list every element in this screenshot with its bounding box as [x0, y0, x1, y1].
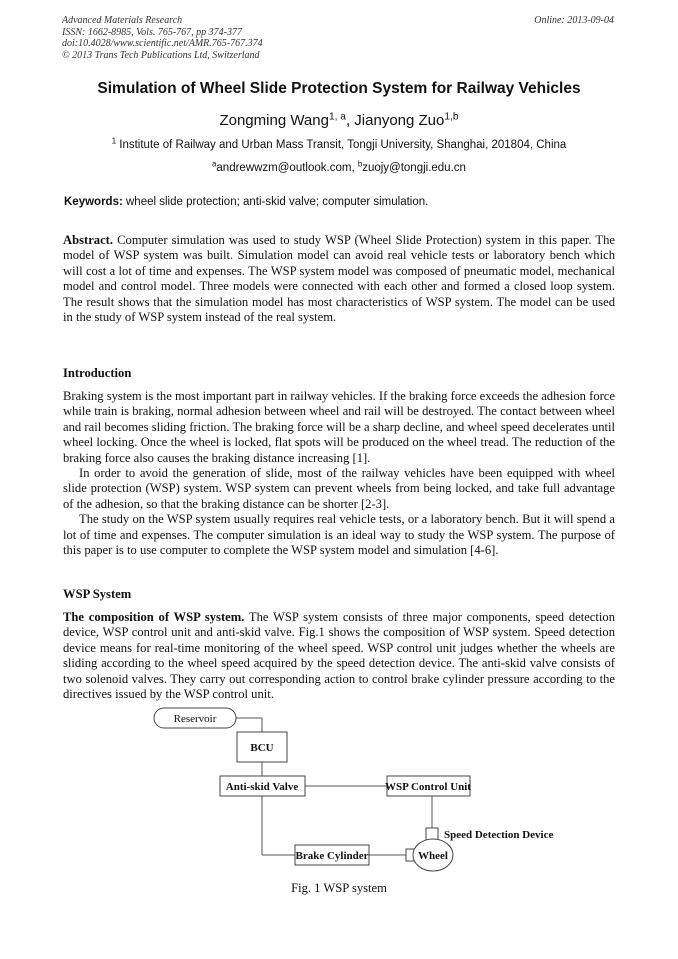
reservoir-label: Reservoir	[173, 713, 217, 725]
figure-wsp-system	[0, 700, 678, 880]
speed-sensor-box	[426, 828, 438, 840]
paragraph: In order to avoid the generation of slide, most of the railway vehicles have been equipped with wheel slide protection (WSP) system. WSP system can prevent wheels from being locked, and take full advantage of the adhesion, so that the braking distance can be shorter [2-3].	[63, 466, 615, 511]
affiliation-sup: 1	[111, 136, 117, 146]
author-name: Jianyong Zuo	[354, 112, 445, 129]
issn-line: ISSN: 1662-8985, Vols. 765-767, pp 374-377	[62, 26, 242, 38]
brake-cylinder-label: Brake Cylinder	[295, 850, 369, 862]
doi-line: doi:10.4028/www.scientific.net/AMR.765-767.374	[62, 38, 263, 49]
abstract	[63, 233, 615, 325]
email-sup: b	[357, 159, 363, 169]
author-name: Zongming Wang	[219, 112, 329, 129]
author-sup: 1, a	[328, 111, 346, 123]
author-list	[0, 112, 678, 129]
keywords-text: wheel slide protection; anti-skid valve; computer simulation.	[122, 196, 429, 208]
control-unit-label: WSP Control Unit	[385, 781, 471, 793]
author-emails	[0, 159, 678, 174]
email-sup: a	[212, 159, 217, 169]
copyright-line: © 2013 Trans Tech Publications Ltd, Switzerland	[62, 49, 260, 61]
figure-caption: Fig. 1 WSP system	[291, 881, 387, 895]
abstract-label: Abstract.	[63, 233, 114, 247]
wsp-diagram	[0, 700, 678, 880]
email-address[interactable]: zuojy@tongji.edu.cn	[362, 162, 466, 174]
section-heading-wsp-system: WSP System	[63, 587, 132, 601]
wsp-body	[63, 610, 615, 702]
paper-title: Simulation of Wheel Slide Protection System for Railway Vehicles	[97, 80, 581, 97]
author-sup: 1,b	[444, 111, 459, 123]
abstract-text: Computer simulation was used to study WSP (Wheel Slide Protection) system in this paper. The model of WSP system was built. Simulation model can avoid real vehicle tests or laboratory bench which will cost a lot of time and expenses. The WSP system model was composed of pneumatic model, mechanical model and control model. Three models were connected with each other and formed a closed loop system. The result shows that the simulation model has most characteristics of WSP system. The model can be used in the study of WSP system instead of the real system.	[63, 233, 615, 325]
journal-name: Advanced Materials Research	[62, 15, 183, 26]
affiliation-text: Institute of Railway and Urban Mass Transit, Tongji University, Shanghai, 201804, China	[116, 139, 567, 151]
affiliation	[0, 136, 678, 151]
email-separator: ,	[351, 162, 358, 174]
subsection-lead: The composition of WSP system.	[63, 610, 245, 624]
anti-skid-valve-label: Anti-skid Valve	[225, 781, 299, 793]
speed-detection-label: Speed Detection Device	[444, 829, 554, 841]
keywords-label: Keywords:	[64, 196, 123, 208]
paragraph: Braking system is the most important part in railway vehicles. If the braking force exceeds the adhesion force while train is braking, normal adhesion between wheel and rail will be destroyed. The contact between wheel and rail becomes sliding friction. The braking force will be a sharp decline, and wheel speed decelerates until wheel locking. Once the wheel is locked, flat spots will be produced on the wheel tread. The reduction of the braking force also causes the braking distance increasing [1].	[63, 389, 615, 465]
keywords-line	[64, 196, 428, 208]
email-address[interactable]: andrewwzm@outlook.com	[216, 162, 352, 174]
online-date: Online: 2013-09-04	[534, 15, 614, 26]
author-separator: ,	[345, 112, 355, 129]
wsp-text: The WSP system consists of three major components, speed detection device, WSP control unit and anti-skid valve. Fig.1 shows the composition of WSP system. Speed detection device means for real-time monitoring of the wheel speed. WSP control unit judges whether the wheels are sliding according to the wheel speed acquired by the speed detection device. The anti-skid valve consists of two solenoid valves. They carry out corresponding action to control brake cylinder pressure according to the directives issued by the WSP control unit.	[63, 610, 615, 702]
section-heading-introduction: Introduction	[63, 366, 132, 380]
running-header	[62, 15, 263, 61]
wheel-label: Wheel	[418, 850, 448, 862]
bcu-label: BCU	[250, 742, 274, 754]
paragraph: The study on the WSP system usually requires real vehicle tests, or a laboratory bench. But it will spend a lot of time and expenses. The computer simulation is an ideal way to study the WSP system. The purpose of this paper is to use computer to complete the WSP system model and simulation [4-6].	[63, 512, 615, 558]
introduction-body	[63, 389, 615, 558]
